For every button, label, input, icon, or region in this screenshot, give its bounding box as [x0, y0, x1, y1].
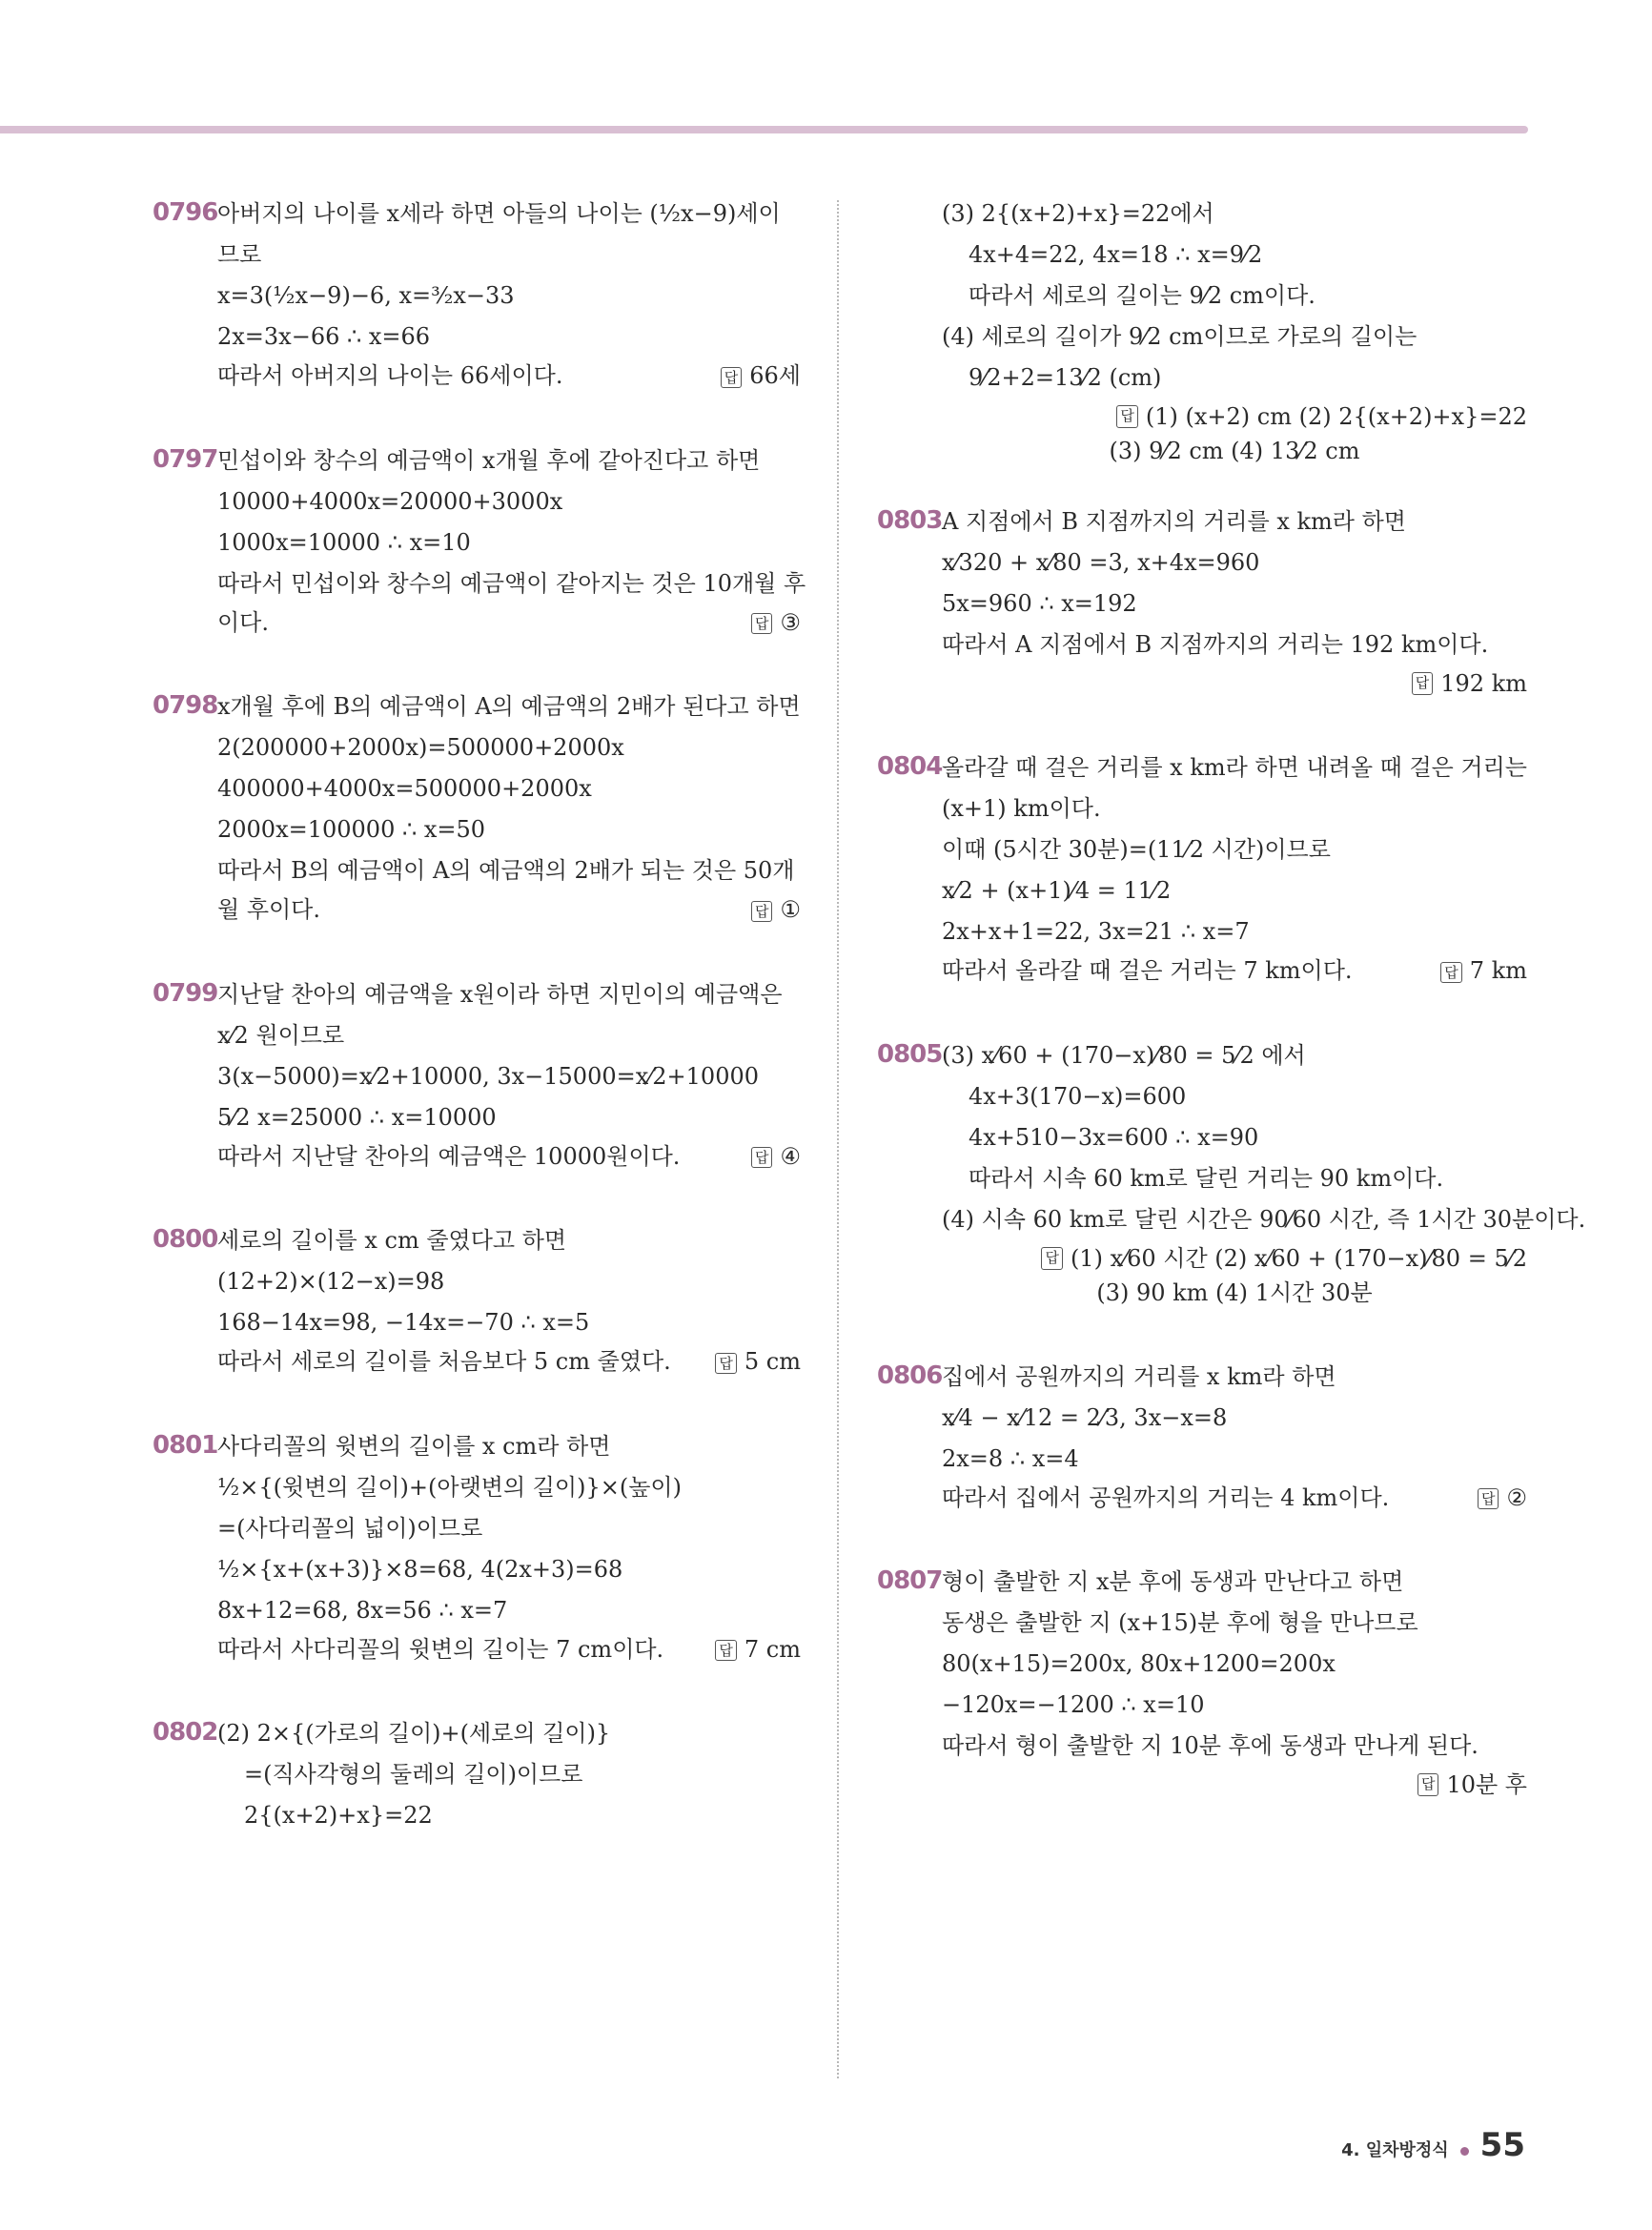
answer-value: ④	[780, 1142, 801, 1170]
solution-line: 동생은 출발한 지 (x+15)분 후에 형을 만나므로	[942, 1609, 1418, 1636]
answer-value: (1) x⁄60 시간 (2) x⁄60 + (170−x)⁄80 = 5⁄2	[1070, 1244, 1527, 1272]
answer-value: 5 cm	[744, 1348, 801, 1375]
problem-number: 0804	[877, 752, 943, 781]
solution-line: (3) x⁄60 + (170−x)⁄80 = 5⁄2 에서	[942, 1041, 1306, 1069]
solution-line: 따라서 시속 60 km로 달린 거리는 90 km이다.	[969, 1164, 1444, 1192]
problem-0802-continued	[877, 200, 1527, 462]
problem-number: 0807	[877, 1566, 943, 1595]
solution-line: 2{(x+2)+x}=22	[244, 1802, 433, 1829]
column-divider	[837, 200, 839, 2078]
solution-line: x⁄2 + (x+1)⁄4 = 11⁄2	[942, 877, 1172, 904]
problem-0807	[877, 1568, 1527, 1796]
solution-line: 따라서 A 지점에서 B 지점까지의 거리는 192 km이다.	[942, 631, 1489, 658]
solution-line: 따라서 민섭이와 창수의 예금액이 같아지는 것은 10개월 후	[217, 569, 806, 597]
solution-line: x⁄2 원이므로	[217, 1021, 345, 1049]
page-number: 55	[1479, 2126, 1525, 2164]
solution-line: 이때 (5시간 30분)=(11⁄2 시간)이므로	[942, 836, 1331, 863]
answer-value: ③	[780, 608, 801, 636]
problem-number: 0806	[877, 1361, 943, 1390]
solution-line: 400000+4000x=500000+2000x	[217, 775, 592, 802]
solution-line: x⁄4 − x⁄12 = 2⁄3, 3x−x=8	[942, 1403, 1228, 1431]
conclusion-line: 따라서 집에서 공원까지의 거리는 4 km이다.	[942, 1483, 1390, 1511]
answer-value: 66세	[749, 362, 801, 389]
problem-0804	[877, 754, 1527, 983]
solution-line: 아버지의 나이를 x세라 하면 아들의 나이는 (½x−9)세이	[217, 200, 781, 227]
solution-line: 2x=8 ∴ x=4	[942, 1444, 1079, 1472]
answer-label: 답	[1417, 1773, 1439, 1796]
solution-line: (x+1) km이다.	[942, 795, 1101, 822]
solution-line: 민섭이와 창수의 예금액이 x개월 후에 같아진다고 하면	[217, 446, 761, 474]
right-column	[877, 200, 1586, 1855]
solution-line: 2x=3x−66 ∴ x=66	[217, 323, 431, 350]
answer-label: 답	[1478, 1488, 1499, 1509]
problem-number: 0803	[877, 506, 943, 535]
solution-line: 따라서 형이 출발한 지 10분 후에 동생과 만나게 된다.	[942, 1732, 1479, 1759]
conclusion-line: 따라서 사다리꼴의 윗변의 길이는 7 cm이다.	[217, 1635, 664, 1663]
problem-0802	[153, 1720, 801, 1829]
solution-line: A 지점에서 B 지점까지의 거리를 x km라 하면	[942, 508, 1406, 535]
solution-line: ½×{(윗변의 길이)+(아랫변의 길이)}×(높이)	[217, 1473, 682, 1501]
solution-line: x개월 후에 B의 예금액이 A의 예금액의 2배가 된다고 하면	[217, 693, 801, 720]
solution-line: 사다리꼴의 윗변의 길이를 x cm라 하면	[217, 1432, 611, 1460]
problem-number: 0797	[153, 444, 218, 474]
solution-line: 2000x=100000 ∴ x=50	[217, 816, 486, 843]
answer-value: 7 km	[1469, 957, 1527, 984]
solution-line: =(직사각형의 둘레의 길이)이므로	[244, 1761, 583, 1788]
solution-line: 5x=960 ∴ x=192	[942, 590, 1137, 617]
answer-value: 7 cm	[744, 1635, 801, 1663]
solution-line: 므로	[217, 241, 262, 268]
answer-label: 답	[1440, 962, 1462, 983]
solution-line: (3) 2{(x+2)+x}=22에서	[942, 200, 1214, 227]
answer-value: (3) 90 km (4) 1시간 30분	[1096, 1279, 1373, 1306]
solution-line: 3(x−5000)=x⁄2+10000, 3x−15000=x⁄2+10000	[217, 1062, 759, 1090]
solution-line: 168−14x=98, −14x=−70 ∴ x=5	[217, 1309, 590, 1336]
answer-label: 답	[751, 1147, 773, 1168]
solution-line: 80(x+15)=200x, 80x+1200=200x	[942, 1650, 1336, 1677]
solution-line: 집에서 공원까지의 거리를 x km라 하면	[942, 1362, 1336, 1390]
answer-label: 답	[751, 901, 773, 922]
answer-label: 답	[721, 367, 743, 388]
solution-line: (4) 시속 60 km로 달린 시간은 90⁄60 시간, 즉 1시간 30분이다.	[942, 1205, 1586, 1233]
solution-line: 5⁄2 x=25000 ∴ x=10000	[217, 1103, 497, 1131]
answer-label: 답	[1041, 1247, 1063, 1270]
solution-line: x⁄320 + x⁄80 =3, x+4x=960	[942, 549, 1260, 576]
problem-number: 0805	[877, 1039, 943, 1069]
answer-label: 답	[715, 1640, 737, 1661]
solution-line: 따라서 B의 예금액이 A의 예금액의 2배가 되는 것은 50개	[217, 857, 795, 884]
problem-0800	[153, 1227, 801, 1374]
problem-0806	[877, 1363, 1527, 1510]
answer-label: 답	[1412, 672, 1434, 695]
solution-line: (12+2)×(12−x)=98	[217, 1268, 445, 1295]
solution-line: −120x=−1200 ∴ x=10	[942, 1691, 1205, 1718]
solution-line: ½×{x+(x+3)}×8=68, 4(2x+3)=68	[217, 1555, 623, 1583]
answer-value: (1) (x+2) cm (2) 2{(x+2)+x}=22	[1145, 403, 1527, 430]
problem-number: 0800	[153, 1225, 218, 1254]
answer-value: ①	[780, 896, 801, 923]
problem-0798	[153, 693, 801, 922]
solution-line: 1000x=10000 ∴ x=10	[217, 528, 471, 556]
solution-line: 올라갈 때 걸은 거리를 x km라 하면 내려올 때 걸은 거리는	[942, 754, 1527, 781]
problem-0796	[153, 200, 801, 388]
problem-number: 0802	[153, 1718, 218, 1747]
problem-number: 0799	[153, 978, 218, 1008]
solution-line: 지난달 찬아의 예금액을 x원이라 하면 지민이의 예금액은	[217, 980, 783, 1008]
conclusion-line: 따라서 아버지의 나이는 66세이다.	[217, 362, 563, 389]
problem-number: 0798	[153, 691, 218, 720]
solution-line: 따라서 세로의 길이는 9⁄2 cm이다.	[969, 282, 1315, 309]
answer-value: ②	[1506, 1483, 1527, 1511]
answer-value: (3) 9⁄2 cm (4) 13⁄2 cm	[1109, 438, 1360, 464]
solution-line: 형이 출발한 지 x분 후에 동생과 만난다고 하면	[942, 1568, 1404, 1595]
conclusion-line: 이다.	[217, 608, 269, 636]
solution-line: 4x+510−3x=600 ∴ x=90	[969, 1123, 1259, 1151]
answer-label: 답	[751, 613, 773, 634]
solution-line: 4x+3(170−x)=600	[969, 1082, 1187, 1110]
solution-line: x=3(½x−9)−6, x=³⁄₂x−33	[217, 282, 515, 309]
chapter-title: 4. 일차방정식	[1341, 2140, 1449, 2160]
solution-line: 9⁄2+2=13⁄2 (cm)	[969, 364, 1162, 391]
solution-line: 8x+12=68, 8x=56 ∴ x=7	[217, 1596, 508, 1624]
bullet-icon	[1460, 2147, 1469, 2156]
answer-label: 답	[1116, 405, 1138, 428]
answer-value: 192 km	[1440, 670, 1527, 697]
answer-value: 10분 후	[1446, 1771, 1527, 1798]
solution-line: 세로의 길이를 x cm 줄였다고 하면	[217, 1227, 567, 1254]
problem-number: 0801	[153, 1430, 218, 1460]
solution-line: =(사다리꼴의 넓이)이므로	[217, 1514, 483, 1542]
problem-0797	[153, 444, 806, 636]
problem-0805	[877, 1039, 1586, 1306]
problem-number: 0796	[153, 198, 218, 227]
answer-label: 답	[715, 1353, 737, 1374]
problem-0803	[877, 508, 1527, 695]
solution-line: (2) 2×{(가로의 길이)+(세로의 길이)}	[217, 1720, 611, 1747]
left-column	[153, 198, 806, 1888]
conclusion-line: 월 후이다.	[217, 896, 320, 923]
page-footer	[1341, 2126, 1525, 2164]
conclusion-line: 따라서 올라갈 때 걸은 거리는 7 km이다.	[942, 957, 1353, 984]
problem-0799	[153, 978, 801, 1170]
solution-line: (4) 세로의 길이가 9⁄2 cm이므로 가로의 길이는	[942, 323, 1417, 350]
solution-line: 2(200000+2000x)=500000+2000x	[217, 734, 624, 761]
solution-line: 10000+4000x=20000+3000x	[217, 487, 563, 515]
conclusion-line: 따라서 지난달 찬아의 예금액은 10000원이다.	[217, 1142, 681, 1170]
solution-line: 4x+4=22, 4x=18 ∴ x=9⁄2	[969, 241, 1263, 268]
header-rule	[0, 126, 1528, 133]
problem-0801	[153, 1430, 801, 1663]
conclusion-line: 따라서 세로의 길이를 처음보다 5 cm 줄였다.	[217, 1348, 671, 1375]
solution-line: 2x+x+1=22, 3x=21 ∴ x=7	[942, 918, 1250, 945]
